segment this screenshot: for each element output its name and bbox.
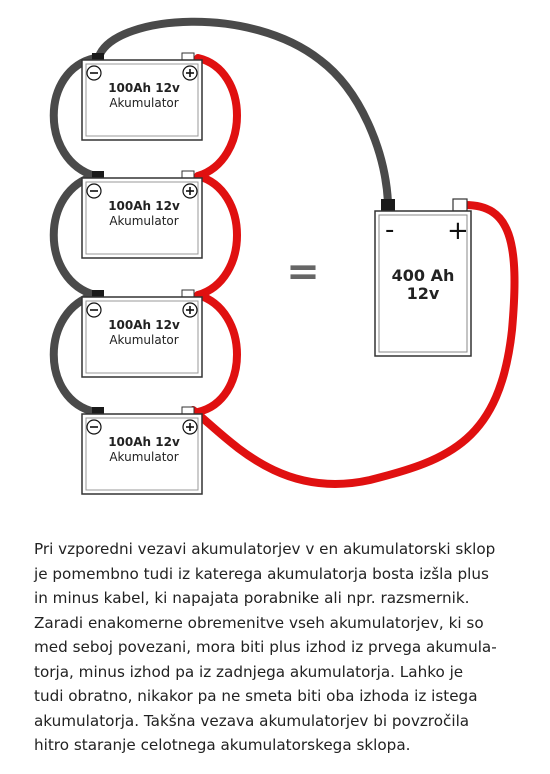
battery-neg-terminal	[92, 407, 104, 414]
battery-1	[82, 53, 202, 140]
big-battery-minus-icon: -	[385, 215, 395, 245]
big-battery-pos-terminal	[453, 199, 467, 211]
battery-capacity: 100Ah 12v	[108, 435, 180, 449]
battery-name: Akumulator	[109, 333, 179, 347]
battery-neg-terminal	[92, 53, 104, 60]
caption-line: Pri vzporedni vezavi akumulatorjev v en akumulatorski sklop	[34, 540, 496, 558]
battery-capacity: 100Ah 12v	[108, 81, 180, 95]
battery-2	[82, 171, 202, 258]
battery-pos-terminal	[182, 407, 194, 414]
big-battery	[375, 199, 471, 356]
small-batteries	[82, 53, 202, 494]
battery-name: Akumulator	[109, 214, 179, 228]
battery-3	[82, 290, 202, 377]
battery-name: Akumulator	[109, 450, 179, 464]
caption-line: hitro staranje celotnega akumulatorskega sklopa.	[34, 736, 411, 754]
battery-neg-terminal	[92, 290, 104, 297]
equals-sign: =	[286, 249, 320, 295]
caption-line: Zaradi enakomerne obremenitve vseh akumulatorjev, ki so	[34, 613, 484, 632]
caption-line: tudi obratno, nikakor pa ne smeta biti oba izhoda iz istega	[34, 687, 478, 705]
battery-name: Akumulator	[109, 96, 179, 110]
battery-pos-terminal	[182, 171, 194, 178]
caption-line: med seboj povezani, mora biti plus izhod iz prvega akumula-	[34, 638, 497, 656]
pos-wire-3-4	[198, 295, 237, 412]
big-battery-neg-terminal	[381, 199, 395, 211]
pos-wire-2-3	[198, 176, 237, 295]
caption-line: in minus kabel, ki napajata porabnike ali npr. razsmernik.	[34, 589, 470, 607]
pos-wire-1-2	[198, 58, 237, 176]
big-battery-plus-icon: +	[447, 216, 469, 246]
big-battery-voltage: 12v	[406, 284, 440, 303]
battery-pos-terminal	[182, 53, 194, 60]
battery-4	[82, 407, 202, 494]
caption-line: akumulatorja. Takšna vezava akumulatorjev bi povzročila	[34, 711, 470, 730]
caption-line: je pomembno tudi iz katerega akumulatorja bosta izšla plus	[34, 564, 489, 583]
caption-paragraph	[34, 537, 534, 758]
caption-line: torja, minus izhod pa iz zadnjega akumulatorja. Lahko je	[34, 662, 464, 681]
battery-neg-terminal	[92, 171, 104, 178]
big-battery-capacity: 400 Ah	[391, 266, 455, 285]
battery-capacity: 100Ah 12v	[108, 318, 180, 332]
battery-pos-terminal	[182, 290, 194, 297]
battery-capacity: 100Ah 12v	[108, 199, 180, 213]
